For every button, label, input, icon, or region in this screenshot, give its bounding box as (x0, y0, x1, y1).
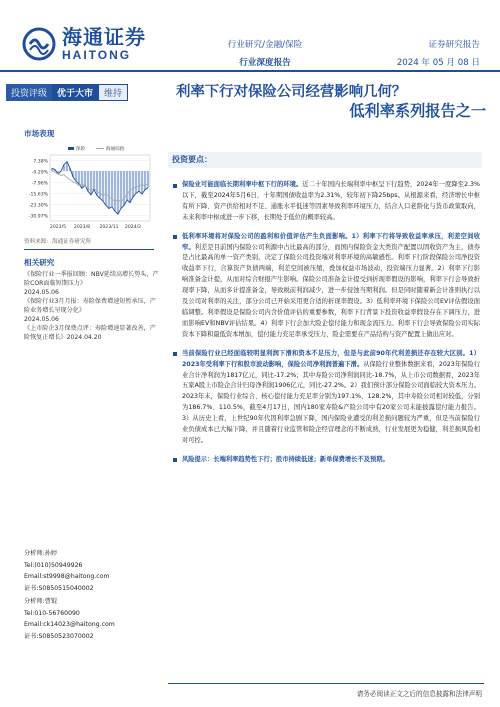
risk-warning: 风险提示：长端利率趋势性下行；股市持续低迷；新单保费增长不及预期。 (182, 455, 389, 463)
key-point-2 (172, 232, 480, 341)
market-performance (24, 128, 154, 250)
analyst-cert: 证书:S0850515040002 (24, 584, 94, 592)
key-point-4 (172, 455, 480, 466)
x-tick-label: 2023/11 (99, 225, 119, 230)
legend-insurance-label: 保险 (76, 147, 86, 152)
rating-label: 投资评级 (6, 84, 52, 101)
x-tick-label: 2024/2 (124, 225, 142, 230)
legend-index-label: 海通综指 (106, 147, 125, 152)
rating-value: 优于大市 (52, 84, 98, 101)
analyst-email[interactable]: Email:ck14023@haitong.com (24, 621, 115, 628)
report-header (0, 0, 500, 78)
rating-status: 维持 (98, 84, 128, 101)
key-point-3-text: 从保险行业整体数据来看，2023年保险行业合计净利润为1817亿元，同比-17.2%；其中寿险公司净利润同比-18.7%，从上市公司数据看，2023年五家A股上市险企合计归母净利润1906亿元，同比-27.2%。2）我们预计部分保险公司面临较大资本压力。2023年末，保险行业综合、核心偿付能力充足率分别为197.1%、128.2%，其中寿险公司相对较低，分别为186.7%、110.5%，截至4月17日，国内180家寿险&产险公司中有20家公司未能披露偿付能力报告。3）从历史上看，上世纪90年代因利率急剧下降，国内保险业遭受的利差损问题较为严重，但是当前保险行业负债成本已大幅下降，并且随着行业监管和险企经营理念的不断成熟，行业发展更为稳健，利差损风险相对可控。 (182, 360, 480, 444)
market-chart (24, 143, 154, 235)
key-point-1 (172, 180, 480, 224)
analyst-tel: Tel:(010)50949926 (24, 561, 83, 569)
investment-rating (6, 84, 128, 101)
y-tick-label: -0.29% (31, 170, 48, 176)
analyst-email[interactable]: Email:st9998@haitong.com (24, 573, 110, 580)
related-date: 2024.05.06 (24, 289, 59, 296)
y-tick-label: -30.97% (28, 214, 48, 220)
key-points-body (172, 180, 480, 474)
report-title: 利率下行对保险公司经营影响几何？ (176, 83, 407, 100)
footer-divider (168, 683, 484, 684)
related-date: 2024.05.06 (24, 316, 59, 323)
related-item[interactable]: 《上市险企3月保费点评：寿险增速显著改善，产险恢复正增长》2024.04.20 (24, 325, 156, 341)
disclaimer-footer: 请务必阅读正文之后的信息披露和法律声明 (356, 690, 482, 698)
analyst-name: 分析师:孙婷 (24, 550, 58, 557)
analyst-info (24, 548, 159, 642)
market-section-title: 市场表现 (24, 129, 55, 138)
analyst-name: 分析师:曹锟 (24, 598, 58, 605)
report-subtitle: 低利率系列报告之一 (349, 102, 486, 120)
chart-source: 资料来源：海通证券研究所 (24, 239, 92, 245)
y-tick-label: -23.30% (28, 203, 48, 209)
y-tick-label: 7.38% (33, 159, 48, 165)
key-point-1-lead: 保险业可能面临长期利率中枢下行的环境。 (182, 181, 303, 188)
x-tick-label: 2023/5 (49, 225, 67, 230)
key-point-2-lead: 低利率环境将对保险公司的盈利和价值评估产生负面影响。1）利率下行将导致收益率承压，利差空间收窄。 (182, 232, 480, 251)
market-chart-svg (24, 143, 154, 235)
key-point-3 (172, 349, 480, 447)
company-logo (22, 26, 146, 62)
logo-english: HAITONG (62, 48, 132, 62)
key-point-1-text: 近二十年国内长端利率中枢呈下行趋势，2024年一度降至2.3%以下，截至2024年5月6日，十年期国债收益率为2.31%，较年初下降25bps。从根源来看，经济增长中枢有所下降、资产供给相对不足、通胀水平低迷等因素导致利率环境压力，结合人口老龄化与货币政策取向，未来利率中枢或进一步下移，长期处于低位的概率较高。 (182, 181, 480, 221)
related-item[interactable]: 《保险行业一季报回顾：NBV延续高增长势头，产险COR面临短期压力》 (24, 271, 159, 287)
industry-label: 行业研究/金融/保险 (227, 40, 303, 50)
report-label: 证券研究报告 (428, 40, 480, 50)
y-tick-label: -15.63% (28, 192, 48, 198)
key-point-3-lead: 当前保险行业已经面临较明显利润下滑和资本不足压力，但是与此前90年代利差损还存在较大区别。1）2023年受利率下行和股市波动影响，保险公司净利润普遍下滑。 (182, 349, 480, 368)
left-divider (24, 249, 154, 250)
logo-chinese: 海通证券 (62, 25, 146, 49)
haitong-logo-icon (22, 27, 56, 61)
analyst-tel: Tel:010-56760090 (24, 609, 80, 617)
analyst-cert: 证书:S0850523070002 (24, 632, 94, 640)
legend-insurance-swatch (68, 147, 74, 150)
key-points-bar (168, 152, 482, 168)
x-tick-label: 2023/8 (73, 225, 91, 230)
header-divider (0, 70, 500, 72)
related-item[interactable]: 《保险行业3月月报：寿险保费增速短暂承压，产险业务增长呈现分化》 (24, 298, 156, 314)
key-points-title: 投资要点： (172, 155, 212, 164)
report-date: 2024 年 05 月 08 日 (396, 58, 480, 68)
key-point-2-text: 利差是目前国内保险公司利源中占比最高的部分，而国内保险资金大类资产配置以固收资产为主，债券是占比最高的单一资产类别，决定了保险公司投资端对利率环境的高敏感性。利率下行阶段保险公司净投资收益率下行，合算资产负债两端，利差空间被压缩，叠加权益市场波动，投资端压力显著。2）利率下行影响准备金计提，从而对综合财报产生影响。保险公司准备金计提受到折现率假设的影响，利率下行会导致折现率下降，从而多计提准备金，导致税前利润减少，进一步侵蚀当期利润。但是同时随着新会计准则执行以及公司对利率的关注，部分公司已开始采用更合适的折现率假设。3）低利率环境下保险公司EV评估假设面临调整。利率假设是保险公司内含价值评估的重要参数，利率下行背景下投资收益率假设存在下调压力，进而影响EV和NBV评估结果。4）利率下行会加大险企偿付能力和现金流压力。利率下行会导致保险公司实际资本下降和最低资本增加，偿付能力充足率承受压力，险企需要在产品结构与资产配置上做出应对。 (182, 243, 480, 338)
related-research (24, 258, 159, 342)
y-tick-label: -7.96% (31, 181, 48, 187)
report-type: 行业深度报告 (239, 58, 291, 68)
related-section-title: 相关研究 (24, 258, 55, 267)
